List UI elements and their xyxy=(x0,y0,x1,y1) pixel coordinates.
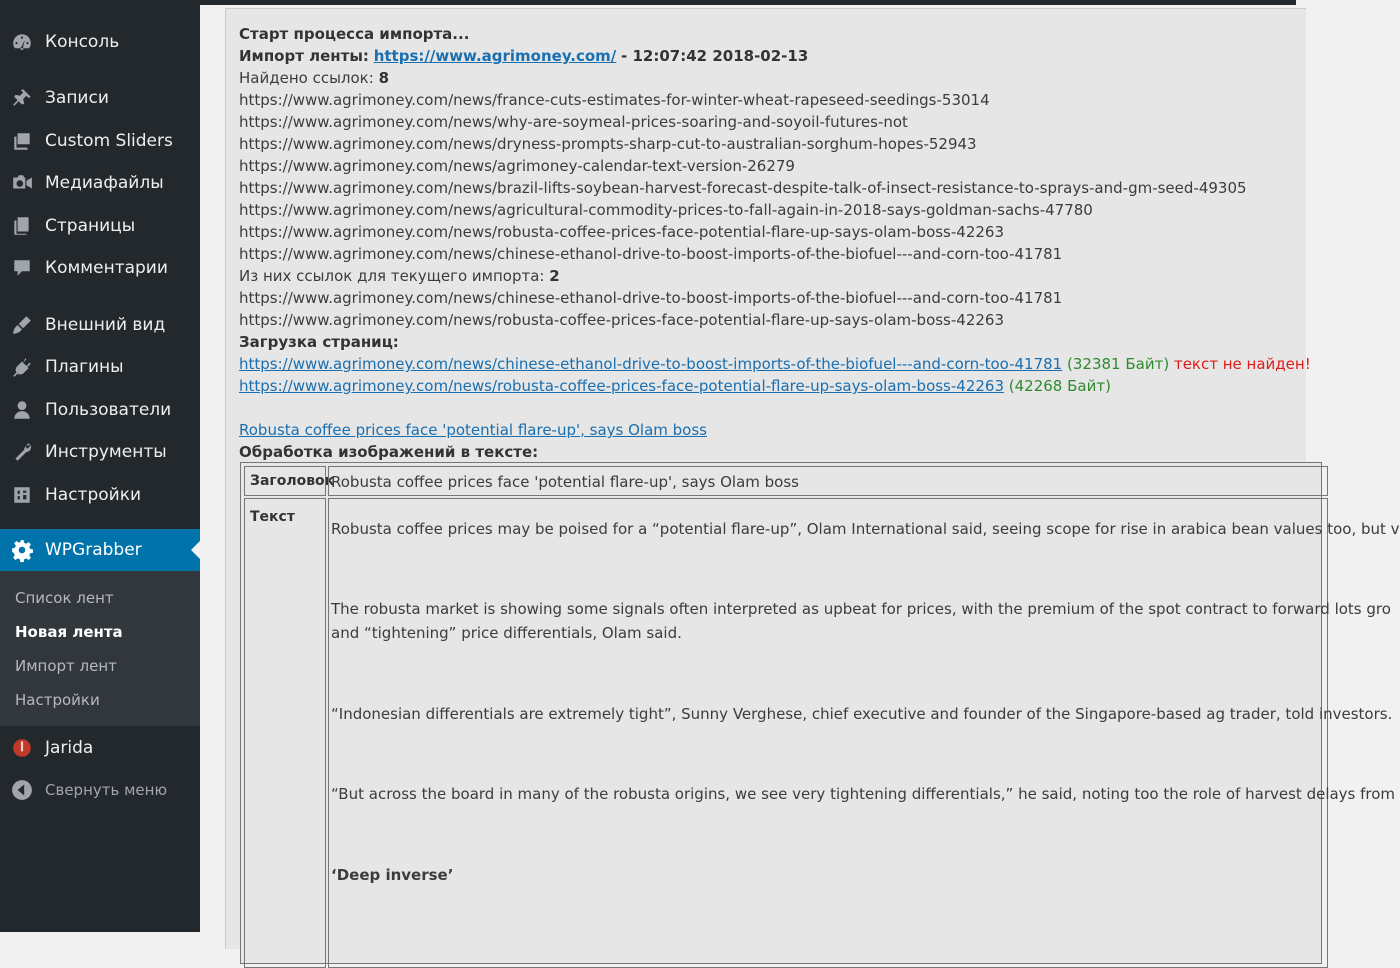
menu-item-users[interactable] xyxy=(0,393,200,427)
log-feed: Импорт ленты: https://www.agrimoney.com/ - 12:07:42 2018-02-13 xyxy=(239,47,809,65)
admin-sidebar xyxy=(0,0,200,932)
menu-label: Страницы xyxy=(45,216,136,236)
title-value: Robusta coffee prices face 'potential flare-up', says Olam boss xyxy=(331,473,799,491)
log-loaded-row: https://www.agrimoney.com/news/robusta-coffee-prices-face-potential-flare-up-says-olam-boss-42263 (42268 Байт) xyxy=(239,377,1111,395)
log-found-link: https://www.agrimoney.com/news/france-cuts-estimates-for-winter-wheat-rapeseed-seedings-53014 xyxy=(239,91,990,109)
log-found-link: https://www.agrimoney.com/news/dryness-prompts-sharp-cut-to-australian-sorghum-hopes-52943 xyxy=(239,135,977,153)
article-paragraph: Robusta coffee prices may be poised for a “potential flare-up”, Olam International said, seeing scope for rise in arabica bean values too, but v xyxy=(331,520,1400,538)
submenu-feed-list[interactable]: Список лент xyxy=(15,589,114,607)
menu-label: Jarida xyxy=(45,738,94,758)
title-value-cell xyxy=(328,466,1328,496)
loaded-page-link[interactable]: https://www.agrimoney.com/news/robusta-coffee-prices-face-potential-flare-up-says-olam-boss-42263 xyxy=(239,377,1004,395)
menu-label: Инструменты xyxy=(45,442,167,462)
settings-icon xyxy=(10,483,34,507)
menu-item-settings[interactable] xyxy=(0,478,200,512)
article-title-link[interactable]: Robusta coffee prices face 'potential flare-up', says Olam boss xyxy=(239,421,707,439)
log-current: Из них ссылок для текущего импорта: 2 xyxy=(239,267,560,285)
loaded-page-link[interactable]: https://www.agrimoney.com/news/chinese-ethanol-drive-to-boost-imports-of-the-biofuel---and-corn-too-41781 xyxy=(239,355,1063,373)
wrench-icon xyxy=(10,440,34,464)
menu-label: Настройки xyxy=(45,485,142,505)
article-paragraph: “But across the board in many of the robusta origins, we see very tightening differentials,” he said, noting too the role of harvest delays from xyxy=(331,785,1396,803)
article-subheading: ‘Deep inverse’ xyxy=(331,866,454,884)
pin-icon xyxy=(10,86,34,110)
media-icon xyxy=(10,171,34,195)
article-paragraph: “Indonesian differentials are extremely tight”, Sunny Verghese, chief executive and founder of the Singapore-based ag trader, told investors. xyxy=(331,705,1393,723)
menu-label: Внешний вид xyxy=(45,315,166,335)
import-log xyxy=(239,23,1311,463)
menu-label: Свернуть меню xyxy=(45,781,168,799)
log-current-link: https://www.agrimoney.com/news/chinese-ethanol-drive-to-boost-imports-of-the-biofuel---and-corn-too-41781 xyxy=(239,289,1063,307)
log-start: Старт процесса импорта... xyxy=(239,25,470,43)
menu-label: Комментарии xyxy=(45,258,168,278)
text-label-cell: Текст xyxy=(244,498,326,968)
article-paragraph: The robusta market is showing some signals often interpreted as upbeat for prices, with the premium of the spot contract to forward lots gro xyxy=(331,600,1391,618)
menu-item-posts[interactable] xyxy=(0,81,200,115)
post-preview-table xyxy=(240,462,1400,964)
text-value-cell xyxy=(328,498,1400,968)
menu-item-wpgrabber[interactable] xyxy=(0,529,200,571)
menu-item-custom-sliders[interactable] xyxy=(0,124,200,158)
feed-url-link[interactable]: https://www.agrimoney.com/ xyxy=(373,47,617,65)
comments-icon xyxy=(10,256,34,280)
plugin-icon xyxy=(10,355,34,379)
submenu-settings[interactable]: Настройки xyxy=(15,691,100,709)
log-article xyxy=(239,419,1296,441)
menu-item-comments[interactable] xyxy=(0,251,200,285)
dashboard-icon xyxy=(10,30,34,54)
log-found: Найдено ссылок: 8 xyxy=(239,69,390,87)
log-found-link: https://www.agrimoney.com/news/chinese-ethanol-drive-to-boost-imports-of-the-biofuel---and-corn-too-41781 xyxy=(239,245,1063,263)
log-found-link: https://www.agrimoney.com/news/agrimoney-calendar-text-version-26279 xyxy=(239,157,795,175)
log-found-link: https://www.agrimoney.com/news/brazil-lifts-soybean-harvest-forecast-despite-talk-of-insect-resistance-to-sprays-and-gm-seed-49305 xyxy=(239,179,1247,197)
log-found-link: https://www.agrimoney.com/news/robusta-coffee-prices-face-potential-flare-up-says-olam-boss-42263 xyxy=(239,223,1004,241)
menu-label: Консоль xyxy=(45,32,120,52)
menu-item-dashboard[interactable] xyxy=(0,25,200,59)
gear-icon xyxy=(10,538,34,562)
title-label-cell: Заголовок xyxy=(244,466,326,496)
log-found-link: https://www.agrimoney.com/news/agricultural-commodity-prices-to-fall-again-in-2018-says-goldman-sachs-47780 xyxy=(239,201,1093,219)
menu-item-appearance[interactable] xyxy=(0,308,200,342)
menu-label: Плагины xyxy=(45,357,124,377)
sliders-icon xyxy=(10,129,34,153)
menu-label: Пользователи xyxy=(45,400,172,420)
collapse-icon xyxy=(10,778,34,802)
submenu-new-feed[interactable]: Новая лента xyxy=(15,623,123,641)
menu-item-jarida[interactable] xyxy=(0,731,200,765)
brush-icon xyxy=(10,313,34,337)
menu-label: Записи xyxy=(45,88,109,108)
log-found-link: https://www.agrimoney.com/news/why-are-soymeal-prices-soaring-and-soyoil-futures-not xyxy=(239,113,908,131)
admin-top-bar xyxy=(200,0,1296,5)
log-images: Обработка изображений в тексте: xyxy=(239,443,539,461)
menu-item-plugins[interactable] xyxy=(0,350,200,384)
wpgrabber-submenu xyxy=(0,571,200,726)
log-loaded-row: https://www.agrimoney.com/news/chinese-ethanol-drive-to-boost-imports-of-the-biofuel---and-corn-too-41781 (32381 Байт) текст не найден! xyxy=(239,355,1311,373)
active-menu-arrow xyxy=(191,541,200,559)
pages-icon xyxy=(10,214,34,238)
menu-item-tools[interactable] xyxy=(0,435,200,469)
article-paragraph: and “tightening” price differentials, Olam said. xyxy=(331,624,682,642)
submenu-import-feeds[interactable]: Импорт лент xyxy=(15,657,117,675)
collapse-menu-button[interactable] xyxy=(0,773,200,807)
menu-label: Медиафайлы xyxy=(45,173,164,193)
user-icon xyxy=(10,398,34,422)
menu-label: WPGrabber xyxy=(45,540,142,560)
menu-label: Custom Sliders xyxy=(45,131,173,151)
log-loading: Загрузка страниц: xyxy=(239,333,399,351)
log-current-link: https://www.agrimoney.com/news/robusta-coffee-prices-face-potential-flare-up-says-olam-boss-42263 xyxy=(239,311,1004,329)
jarida-icon xyxy=(10,736,34,760)
menu-item-media[interactable] xyxy=(0,166,200,200)
menu-item-pages[interactable] xyxy=(0,209,200,243)
